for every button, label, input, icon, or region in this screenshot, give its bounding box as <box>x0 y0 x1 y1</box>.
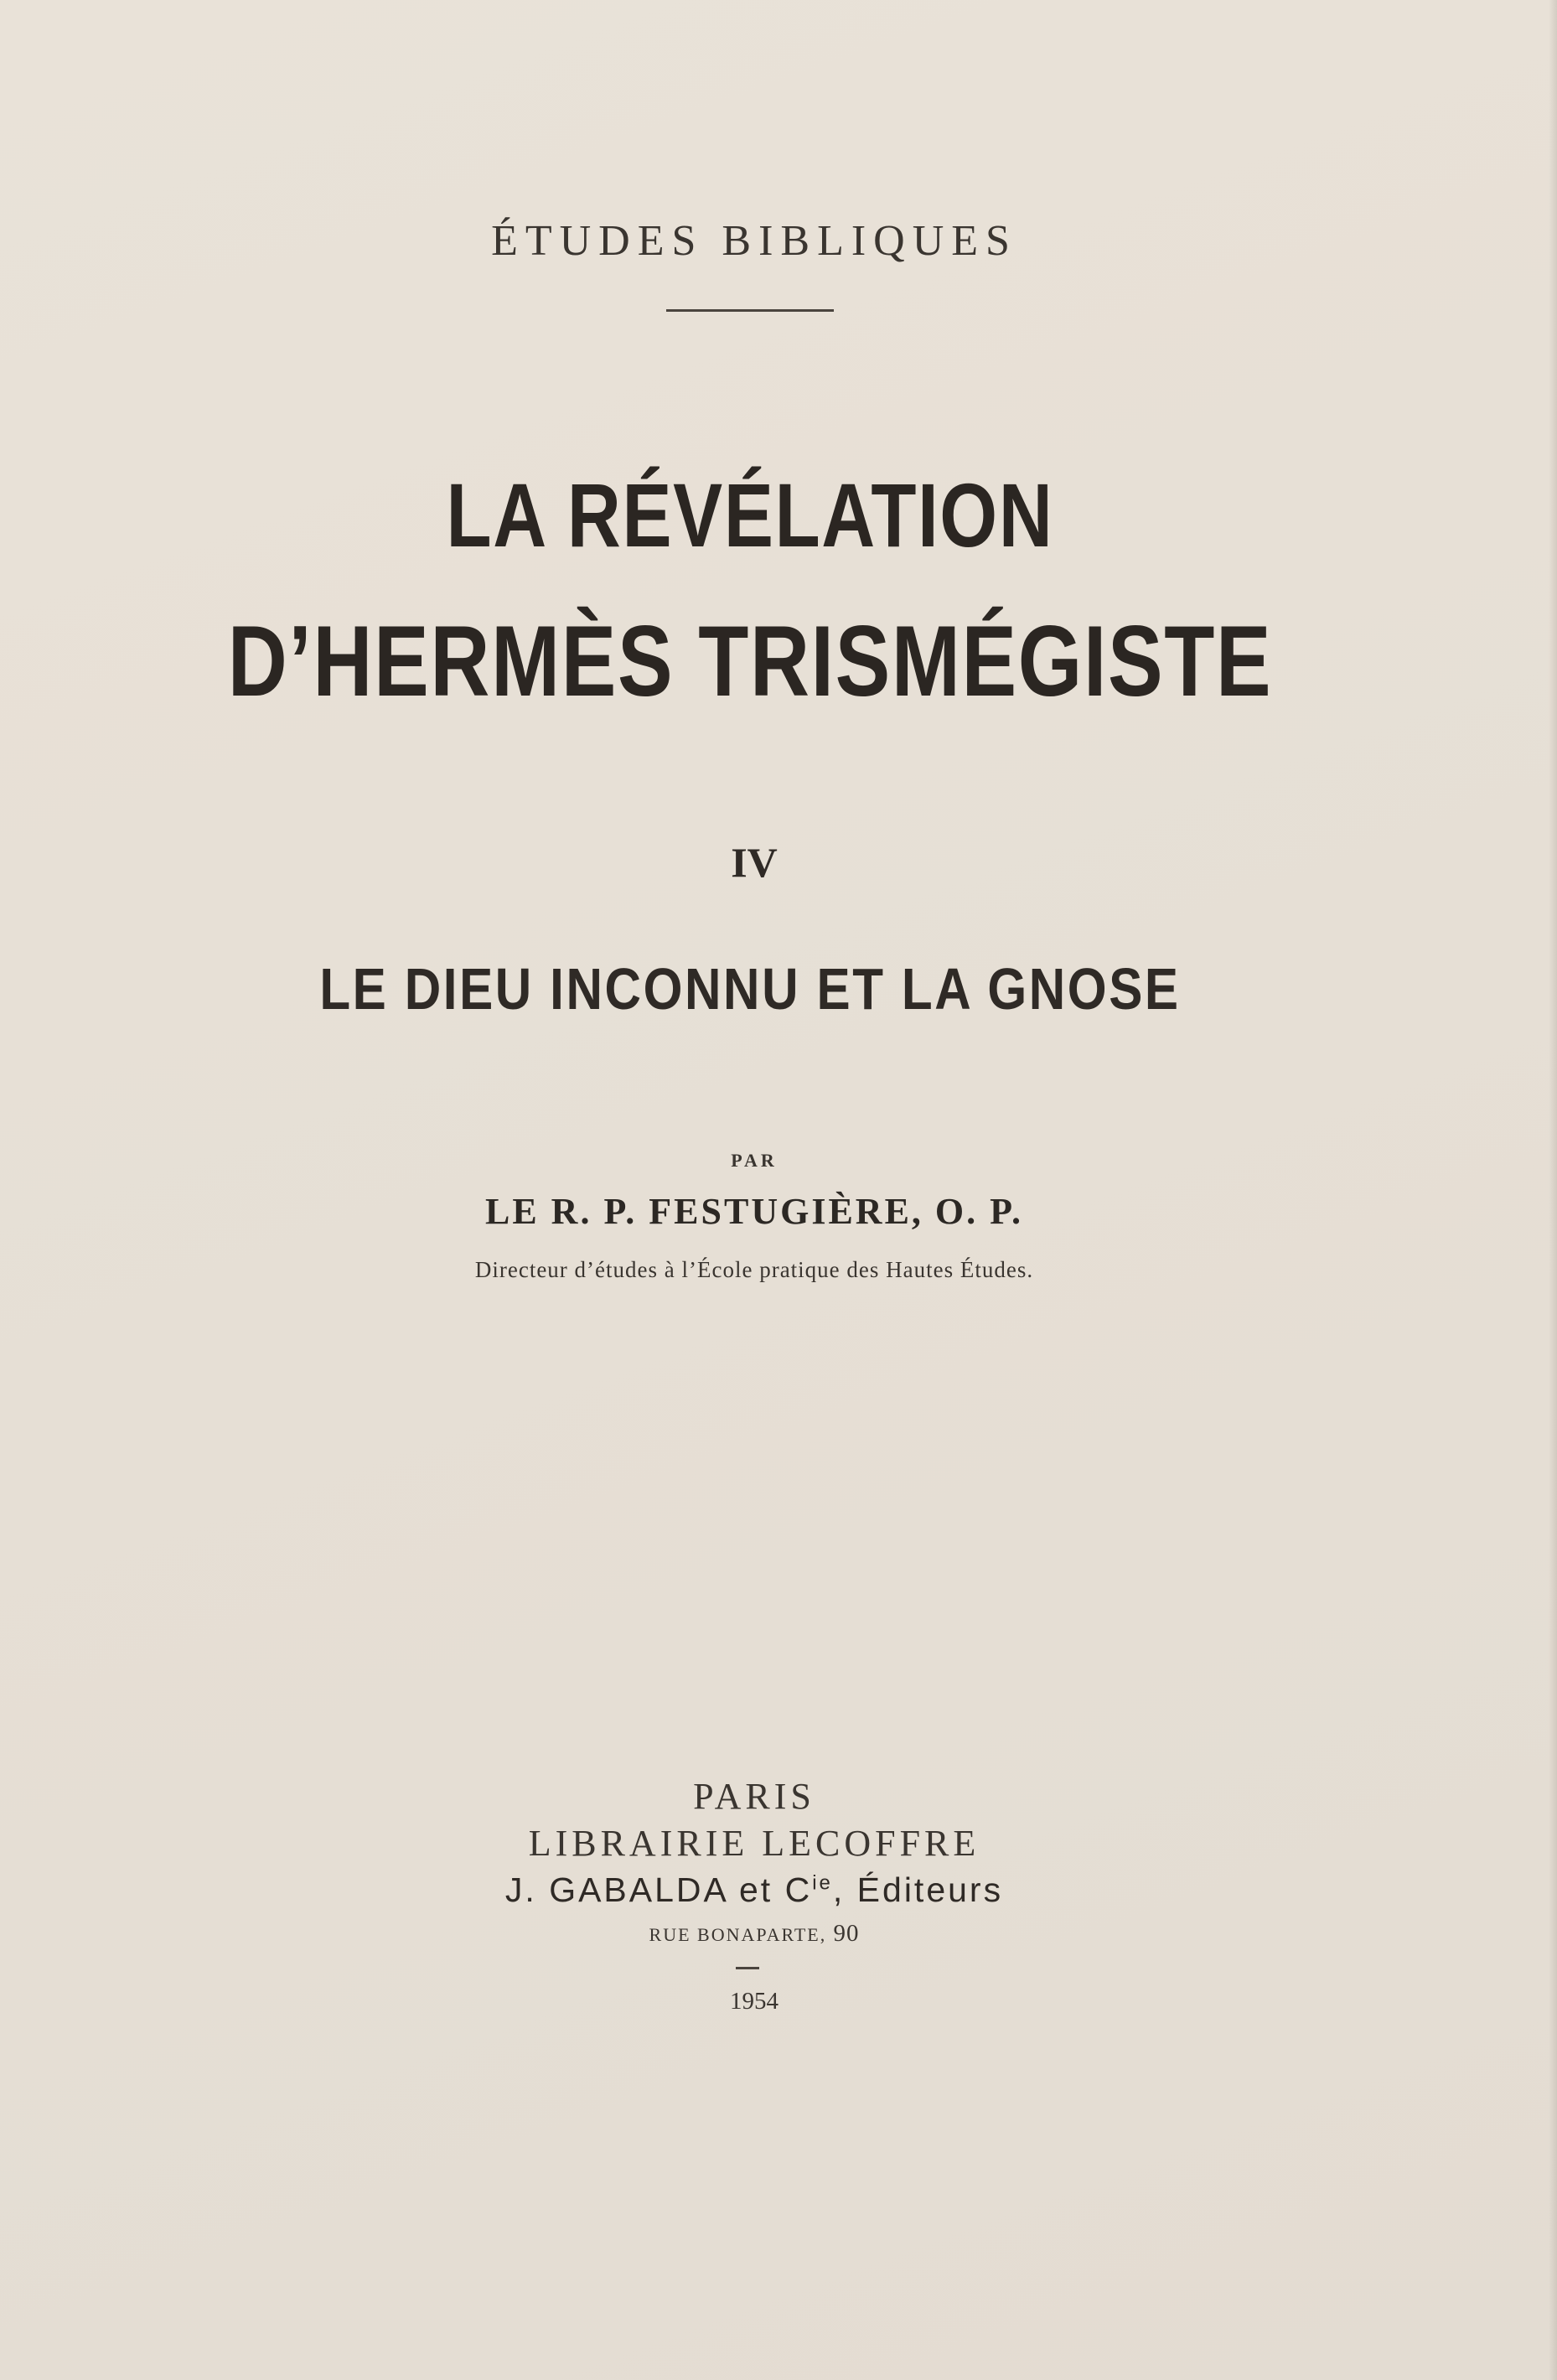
publication-city: PARIS <box>693 1776 815 1817</box>
series-rule <box>666 309 834 312</box>
series-title: ÉTUDES BIBLIQUES <box>491 217 1017 265</box>
page-edge-shadow <box>1549 0 1557 2380</box>
editor-suffix: , Éditeurs <box>832 1870 1004 1909</box>
year-rule <box>736 1967 759 1969</box>
publisher-name: LIBRAIRIE LECOFFRE <box>528 1823 980 1864</box>
title-line-1: LA RÉVÉLATION <box>446 464 1054 566</box>
volume-number: IV <box>731 839 778 886</box>
publisher-address <box>0 1920 1508 1948</box>
author-affiliation: Directeur d’études à l’École pratique des Hautes Études. <box>474 1257 1034 1282</box>
editor-superscript: ie <box>812 1871 833 1895</box>
publication-year: 1954 <box>730 1988 778 2015</box>
address-number: 90 <box>833 1920 860 1947</box>
editor-line <box>0 1870 1508 1910</box>
title-line-2: D’HERMÈS TRISMÉGISTE <box>227 605 1273 717</box>
address-street: RUE BONAPARTE, <box>649 1924 827 1945</box>
volume-subtitle: LE DIEU INCONNU ET LA GNOSE <box>319 956 1181 1022</box>
editor-prefix: J. GABALDA et C <box>504 1870 813 1909</box>
author-name: LE R. P. FESTUGIÈRE, O. P. <box>484 1191 1023 1232</box>
by-label: PAR <box>731 1150 778 1171</box>
